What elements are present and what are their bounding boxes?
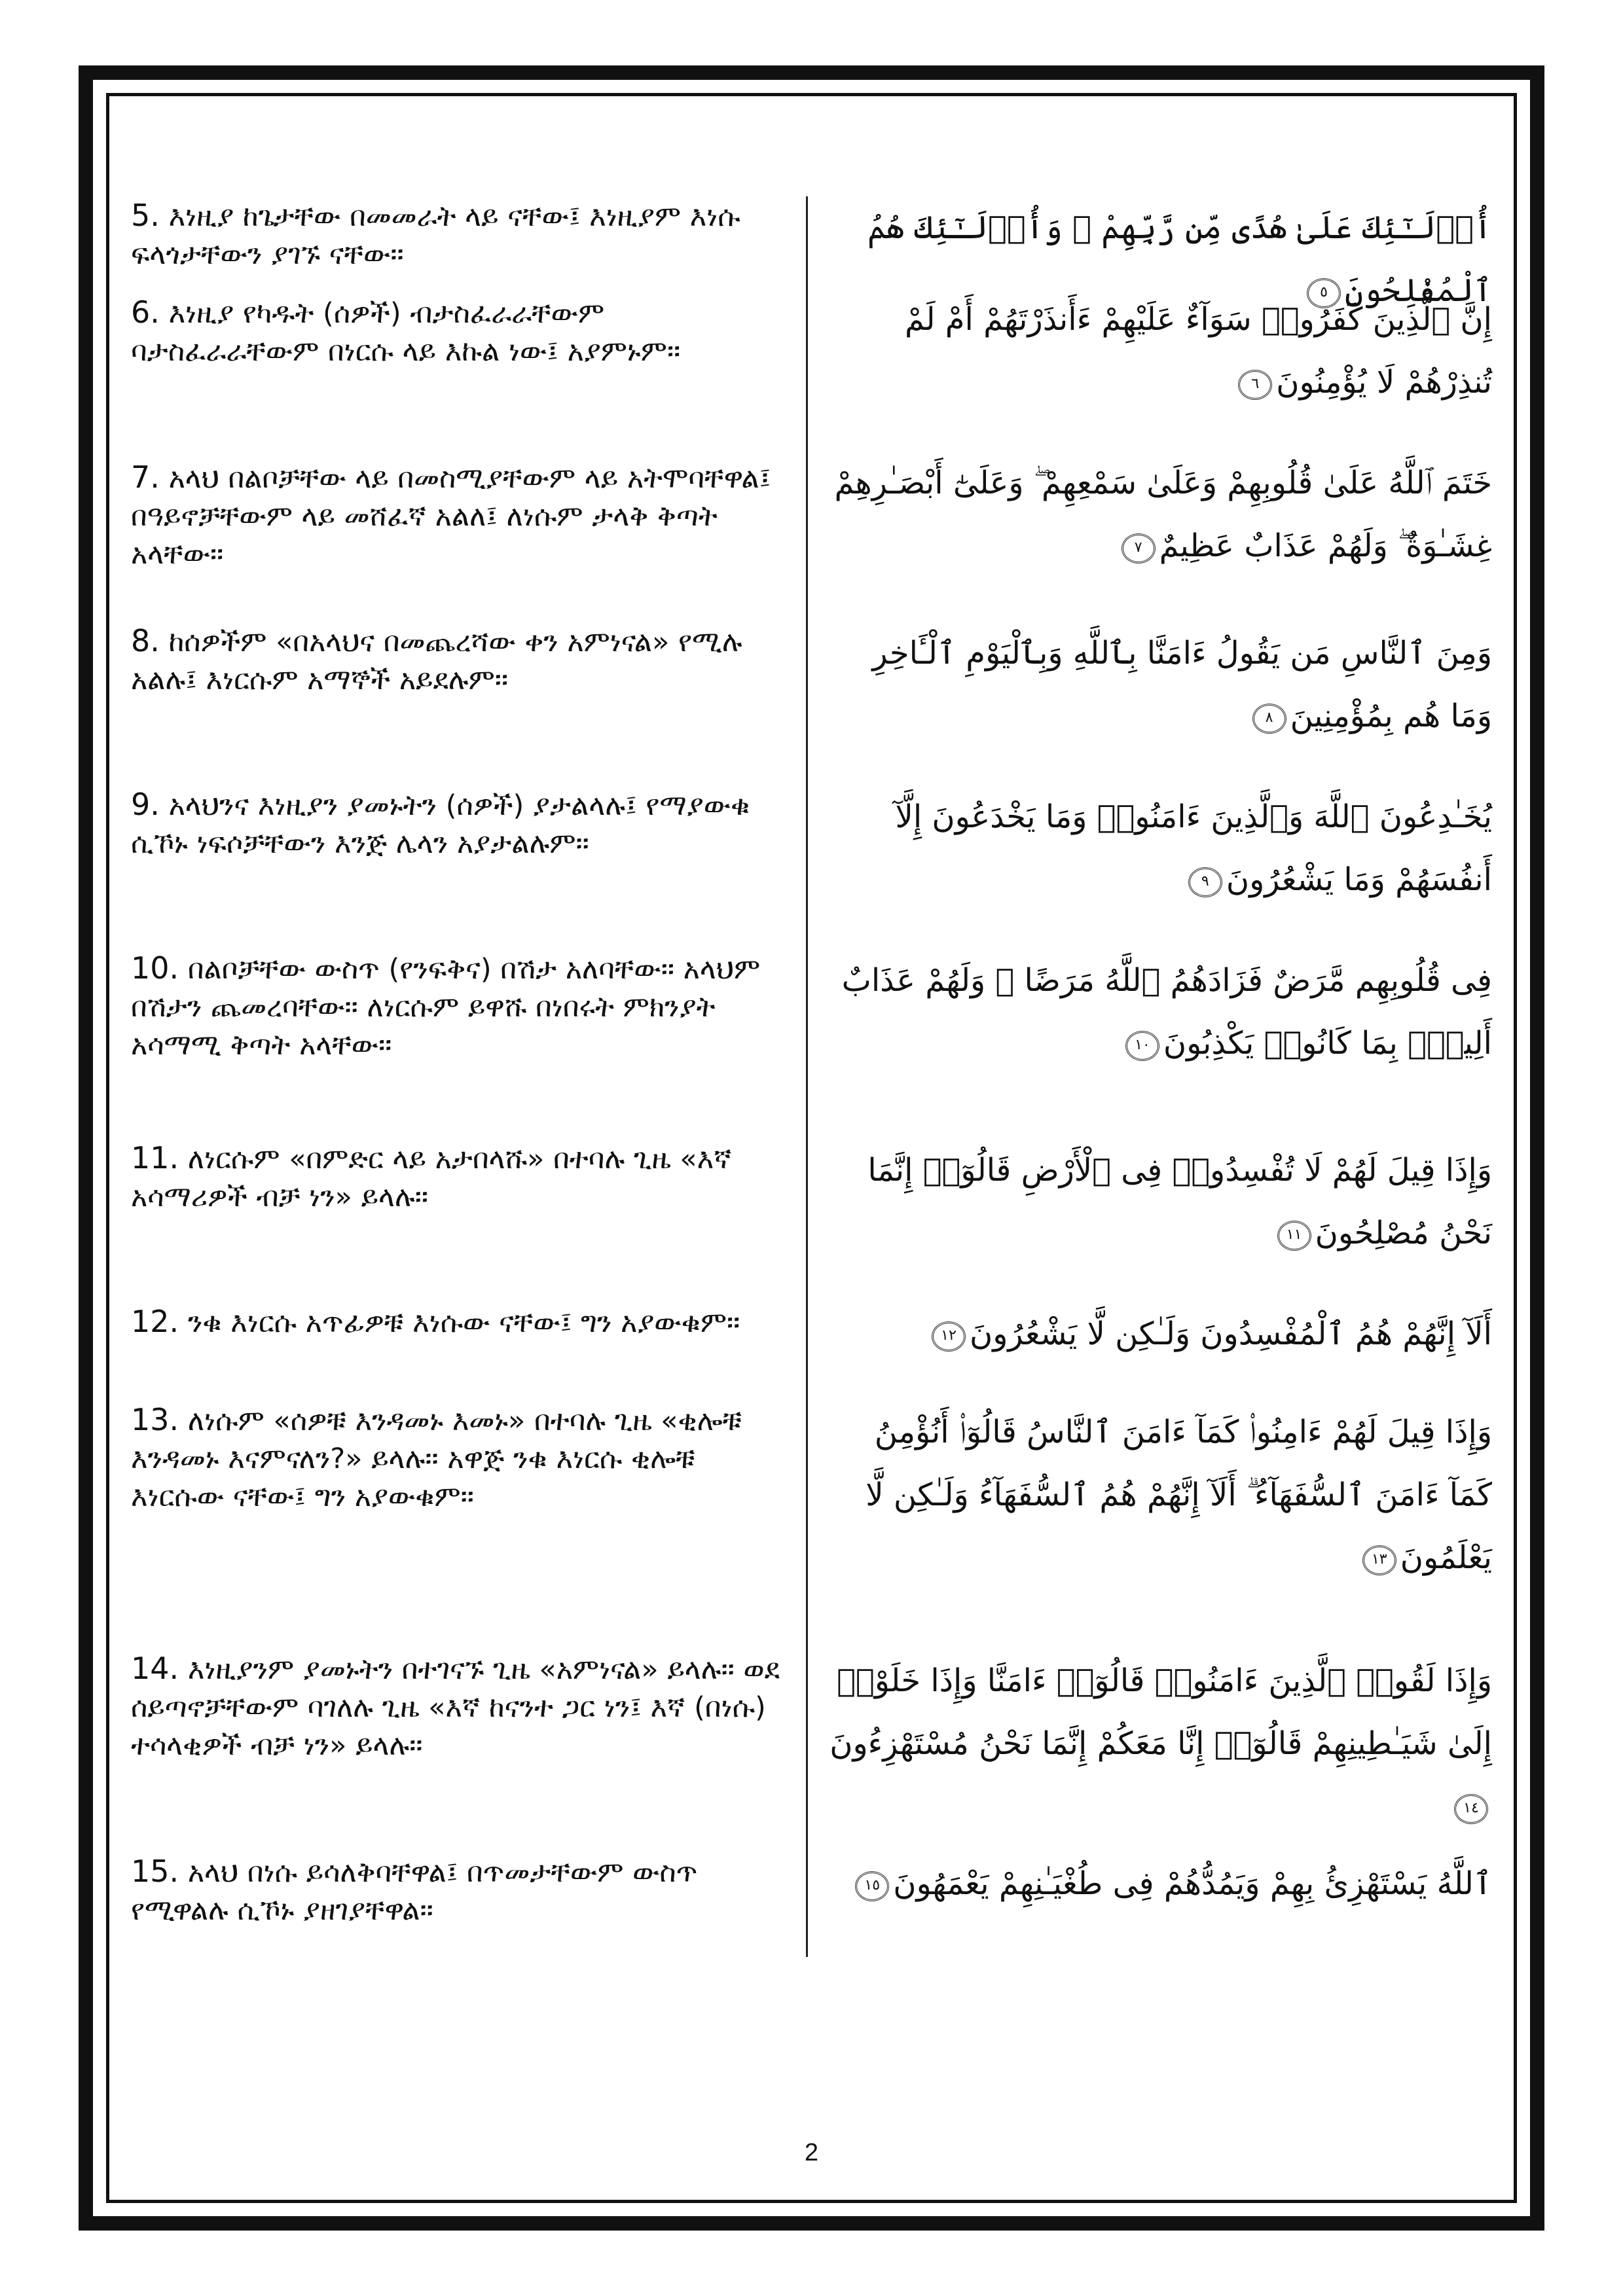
verse-text: ለነሱም «ሰዎቹ እንዳመኑ እመኑ» በተባሉ ጊዜ «ቂሎቹ እንዳመኑ እናምናለን?» ይላሉ፡፡ አዋጅ ንቁ እነርሱ ቂሎቹ እነርሱው ናቸው፤ ግን አያውቁም፡፡ [131,1405,742,1513]
arabic-verse-11 [824,1139,1492,1265]
ayah-marker: ٨ [1252,704,1286,734]
verse-text: أُو۟لَـٰٓئِكَ عَلَىٰ هُدًى مِّن رَّبِّهِمْ ۖ وَأُو۟لَـٰٓئِكَ هُمُ ٱلْمُفْلِحُونَ [867,209,1492,309]
verse-text: እነዚያ የካዱት (ሰዎች) ብታስፈራራቸውም ባታስፈራራቸውም በነርሱ ላይ እኩል ነው፤ አያምኑም፡፡ [131,297,681,368]
verse-number: 5. [131,198,160,233]
amharic-verse-11 [131,1139,792,1216]
ayah-marker: ١٢ [932,1321,966,1352]
verse-text: فِى قُلُوبِهِم مَّرَضٌ فَزَادَهُمُ ٱللَّهُ مَرَضًا ۖ وَلَهُمْ عَذَابٌ أَلِيمٌۢ بِمَا كَانُوا۟ يَكْذِبُونَ [841,962,1492,1062]
ayah-marker: ٧ [1122,533,1156,564]
verse-text: إِنَّ ٱلَّذِينَ كَفَرُوا۟ سَوَآءٌ عَلَيْهِمْ ءَأَنذَرْتَهُمْ أَمْ لَمْ تُنذِرْهُمْ لَا يُؤْمِنُونَ [904,301,1492,401]
amharic-verse-6 [131,293,792,370]
arabic-verse-13 [824,1401,1492,1589]
verse-number: 10. [131,950,179,986]
ayah-marker: ١٥ [855,1871,889,1901]
verse-text: ለነርሱም «በምድር ላይ አታበላሹ» በተባሉ ጊዜ «እኛ አሳማሪዎች ብቻ ነን» ይላሉ፡፡ [131,1143,732,1213]
verse-text: አላህንና እነዚያን ያመኑትን (ሰዎች) ያታልላሉ፤ የማያውቁ ሲኾኑ ነፍሶቻቸውን እንጅ ሌላን አያታልሉም፡፡ [131,789,750,860]
ayah-marker: ١٤ [1454,1794,1488,1824]
ayah-marker: ١٣ [1362,1545,1396,1575]
verse-text: እነዚያንም ያመኑትን በተገናኙ ጊዜ «አምነናል» ይላሉ፡፡ ወደ ሰይጣኖቻቸውም ባገለሉ ጊዜ «እኛ ከናንተ ጋር ነን፤ እኛ (በነሱ) ተሳላቂዎች ብቻ ነን» ይላሉ፡፡ [131,1653,780,1762]
verse-text: እነዚያ ከጌታቸው በመመራት ላይ ናቸው፤ እነዚያም እነሱ ፍላጎታቸውን ያገኙ ናቸው፡፡ [131,200,740,271]
verse-text: خَتَمَ ٱللَّهُ عَلَىٰ قُلُوبِهِمْ وَعَلَىٰ سَمْعِهِمْ ۖ وَعَلَىٰٓ أَبْصَـٰرِهِمْ غِشَـٰوَةٌ ۖ وَلَهُمْ عَذَابٌ عَظِيمٌ [834,465,1492,564]
ayah-marker: ٦ [1238,370,1272,400]
arabic-verse-10 [824,949,1492,1075]
ayah-marker: ١٠ [1125,1031,1159,1061]
verse-text: ከሰዎችም «በአላህና በመጨረሻው ቀን አምነናል» የሚሉ አልሉ፤ እነርሱም አማኞች አይደሉም፡፡ [131,626,742,696]
amharic-verse-12 [131,1302,792,1342]
column-divider [806,196,808,1957]
amharic-verse-7 [131,458,792,573]
arabic-verse-12 [824,1302,1492,1365]
verse-text: وَإِذَا لَقُوا۟ ٱلَّذِينَ ءَامَنُوا۟ قَالُوٓا۟ ءَامَنَّا وَإِذَا خَلَوْا۟ إِلَىٰ شَيَـٰطِينِهِمْ قَالُوٓا۟ إِنَّا مَعَكُمْ إِنَّمَا نَحْنُ مُسْتَهْزِءُونَ [830,1662,1492,1762]
arabic-verse-9 [824,785,1492,911]
verse-text: አላህ በልቦቻቸው ላይ በመስሚያቸውም ላይ አትሞባቸዋል፤ በዓይኖቻቸውም ላይ መሸፈኛ አልለ፤ ለነሱም ታላቅ ቅጣት አላቸው፡፡ [131,462,771,571]
arabic-verse-6 [824,288,1492,414]
verse-text: በልቦቻቸው ውስጥ (የንፍቅና) በሽታ አለባቸው፡፡ አላህም በሽታን ጨመረባቸው፡፡ ለነርሱም ይዋሹ በነበሩት ምክንያት አሳማሚ ቅጣት አላቸው፡፡ [131,953,761,1062]
ayah-marker: ١١ [1277,1221,1311,1251]
verse-text: ٱللَّهُ يَسْتَهْزِئُ بِهِمْ وَيَمُدُّهُمْ فِى طُغْيَـٰنِهِمْ يَعْمَهُونَ [893,1865,1492,1902]
arabic-verse-7 [824,452,1492,577]
verse-number: 8. [131,623,160,658]
verse-number: 12. [131,1304,179,1339]
arabic-verse-15 [824,1852,1492,1915]
verse-number: 7. [131,459,160,495]
verse-text: يُخَـٰدِعُونَ ٱللَّهَ وَٱلَّذِينَ ءَامَنُوا۟ وَمَا يَخْدَعُونَ إِلَّآ أَنفُسَهُمْ وَمَا يَشْعُرُونَ [895,798,1492,898]
amharic-verse-9 [131,785,792,863]
verse-number: 6. [131,295,160,330]
amharic-verse-8 [131,622,792,699]
arabic-verse-14 [824,1649,1492,1838]
amharic-verse-15 [131,1852,792,1929]
verse-number: 15. [131,1854,179,1889]
page-number: 2 [804,2139,819,2166]
verse-text: وَإِذَا قِيلَ لَهُمْ ءَامِنُوا۟ كَمَآ ءَامَنَ ٱلنَّاسُ قَالُوٓا۟ أَنُؤْمِنُ كَمَآ ءَامَنَ ٱلسُّفَهَآءُ ۗ أَلَآ إِنَّهُمْ هُمُ ٱلسُّفَهَآءُ وَلَـٰكِن لَّا يَعْلَمُونَ [866,1414,1492,1576]
ayah-marker: ٩ [1188,867,1222,897]
verse-text: አላህ በነሱ ይሳለቅባቸዋል፤ በጥመታቸውም ውስጥ የሚዋልሉ ሲኾኑ ያዘገያቸዋል፡፡ [131,1856,698,1927]
amharic-verse-14 [131,1649,792,1765]
amharic-verse-5 [131,196,792,274]
amharic-verse-13 [131,1401,792,1516]
verse-number: 9. [131,787,160,822]
verse-text: وَمِنَ ٱلنَّاسِ مَن يَقُولُ ءَامَنَّا بِٱللَّهِ وَبِٱلْيَوْمِ ٱلْـَٔاخِرِ وَمَا هُم بِمُؤْمِنِينَ [872,635,1492,734]
verse-number: 14. [131,1651,179,1686]
verse-text: ንቁ እነርሱ አጥፊዎቹ እነሱው ናቸው፤ ግን አያውቁም፡፡ [187,1306,740,1339]
amharic-verse-10 [131,949,792,1064]
ayah-marker: ٥ [1307,278,1341,308]
verse-number: 13. [131,1402,179,1437]
verse-number: 11. [131,1140,179,1175]
verse-text: وَإِذَا قِيلَ لَهُمْ لَا تُفْسِدُوا۟ فِى ٱلْأَرْضِ قَالُوٓا۟ إِنَّمَا نَحْنُ مُصْلِحُونَ [867,1152,1492,1251]
arabic-verse-8 [824,622,1492,747]
verse-text: أَلَآ إِنَّهُمْ هُمُ ٱلْمُفْسِدُونَ وَلَـٰكِن لَّا يَشْعُرُونَ [969,1316,1492,1352]
